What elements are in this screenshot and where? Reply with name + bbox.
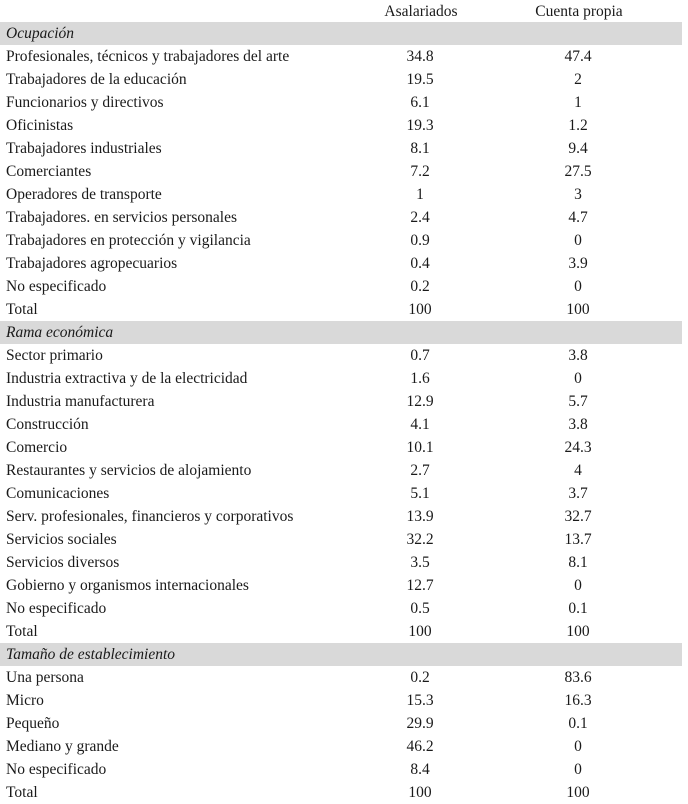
total-row (0, 298, 688, 321)
total-row (0, 781, 688, 804)
row-label: Restaurantes y servicios de alojamiento (6, 462, 252, 479)
table-row (0, 712, 688, 735)
cuenta-propia-value: 16.3 (564, 692, 592, 709)
asalariados-value: 12.7 (406, 577, 434, 594)
asalariados-value: 46.2 (406, 738, 434, 755)
row-label: Comunicaciones (6, 485, 110, 502)
row-label: Construcción (6, 416, 89, 433)
asalariados-value: 29.9 (406, 715, 434, 732)
table-row (0, 666, 688, 689)
table-row (0, 390, 688, 413)
row-label: Micro (6, 692, 44, 709)
row-label: Pequeño (6, 715, 60, 732)
row-label: Operadores de transporte (6, 186, 162, 203)
table-row (0, 45, 688, 68)
table-row (0, 505, 688, 528)
row-label: Trabajadores agropecuarios (6, 255, 178, 272)
asalariados-value: 32.2 (406, 531, 434, 548)
total-row (0, 620, 688, 643)
asalariados-value: 13.9 (406, 508, 434, 525)
cuenta-propia-value: 0 (574, 278, 582, 295)
asalariados-value: 0.9 (410, 232, 430, 249)
row-label: Mediano y grande (6, 738, 119, 755)
asalariados-value: 15.3 (406, 692, 434, 709)
asalariados-value: 2.4 (410, 209, 430, 226)
section-header (0, 321, 682, 344)
cuenta-propia-value: 3.8 (568, 416, 588, 433)
row-label: Una persona (6, 669, 84, 686)
asalariados-value: 0.2 (410, 278, 430, 295)
table-row (0, 275, 688, 298)
table-row (0, 689, 688, 712)
section-title: Ocupación (6, 25, 75, 42)
cuenta-propia-value: 100 (566, 301, 590, 318)
table-row (0, 482, 688, 505)
table-row (0, 413, 688, 436)
row-label: Trabajadores. en servicios personales (6, 209, 238, 226)
column-header-row (0, 2, 688, 22)
asalariados-value: 1.6 (410, 370, 430, 387)
cuenta-propia-value: 4.7 (568, 209, 588, 226)
asalariados-value: 8.4 (410, 761, 430, 778)
column-header-cuenta-propia: Cuenta propia (535, 3, 623, 20)
cuenta-propia-value: 100 (566, 784, 590, 801)
table-row (0, 252, 688, 275)
table-row (0, 459, 688, 482)
row-label: Industria extractiva y de la electricidad (6, 370, 248, 387)
row-label: Total (6, 784, 38, 801)
row-label: No especificado (6, 600, 107, 617)
asalariados-value: 100 (408, 301, 432, 318)
table-row (0, 229, 688, 252)
cuenta-propia-value: 13.7 (564, 531, 592, 548)
row-label: Trabajadores en protección y vigilancia (6, 232, 251, 249)
cuenta-propia-value: 3 (574, 186, 582, 203)
row-label: Oficinistas (6, 117, 74, 134)
cuenta-propia-value: 5.7 (568, 393, 588, 410)
cuenta-propia-value: 0 (574, 232, 582, 249)
asalariados-value: 0.4 (410, 255, 430, 272)
table-row (0, 183, 688, 206)
row-label: Sector primario (6, 347, 103, 364)
cuenta-propia-value: 0 (574, 370, 582, 387)
cuenta-propia-value: 0.1 (568, 600, 588, 617)
row-label: Profesionales, técnicos y trabajadores del arte (6, 48, 290, 65)
table-row (0, 436, 688, 459)
row-label: Trabajadores industriales (6, 140, 162, 157)
cuenta-propia-value: 8.1 (568, 554, 588, 571)
section-title: Rama económica (6, 324, 114, 341)
asalariados-value: 3.5 (410, 554, 430, 571)
asalariados-value: 19.5 (406, 71, 434, 88)
section-header (0, 643, 682, 666)
table-row (0, 528, 688, 551)
table-row (0, 574, 688, 597)
asalariados-value: 34.8 (406, 48, 434, 65)
table-row (0, 137, 688, 160)
row-label: No especificado (6, 761, 107, 778)
section-header (0, 22, 682, 45)
table-row (0, 367, 688, 390)
cuenta-propia-value: 47.4 (564, 48, 592, 65)
row-label: Funcionarios y directivos (6, 94, 164, 111)
asalariados-value: 1 (416, 186, 424, 203)
asalariados-value: 100 (408, 623, 432, 640)
section-title: Tamaño de establecimiento (6, 646, 176, 663)
row-label: Serv. profesionales, financieros y corporativos (6, 508, 294, 525)
cuenta-propia-value: 4 (574, 462, 582, 479)
cuenta-propia-value: 27.5 (564, 163, 592, 180)
row-label: Gobierno y organismos internacionales (6, 577, 249, 594)
asalariados-value: 0.7 (410, 347, 430, 364)
asalariados-value: 6.1 (410, 94, 430, 111)
cuenta-propia-value: 0 (574, 738, 582, 755)
table-row (0, 114, 688, 137)
asalariados-value: 10.1 (406, 439, 434, 456)
cuenta-propia-value: 0 (574, 761, 582, 778)
row-label: Comercio (6, 439, 68, 456)
row-label: Industria manufacturera (6, 393, 155, 410)
cuenta-propia-value: 1.2 (568, 117, 588, 134)
table-row (0, 597, 688, 620)
asalariados-value: 100 (408, 784, 432, 801)
cuenta-propia-value: 83.6 (564, 669, 592, 686)
asalariados-value: 0.5 (410, 600, 430, 617)
table-row (0, 735, 688, 758)
cuenta-propia-value: 32.7 (564, 508, 592, 525)
asalariados-value: 4.1 (410, 416, 430, 433)
cuenta-propia-value: 3.8 (568, 347, 588, 364)
cuenta-propia-value: 0 (574, 577, 582, 594)
cuenta-propia-value: 3.9 (568, 255, 588, 272)
data-table (0, 22, 688, 804)
table-row (0, 91, 688, 114)
table-row (0, 551, 688, 574)
asalariados-value: 0.2 (410, 669, 430, 686)
cuenta-propia-value: 2 (574, 71, 582, 88)
row-label: Trabajadores de la educación (6, 71, 187, 88)
cuenta-propia-value: 100 (566, 623, 590, 640)
row-label: Total (6, 623, 38, 640)
row-label: Servicios diversos (6, 554, 120, 571)
table-row (0, 160, 688, 183)
asalariados-value: 7.2 (410, 163, 430, 180)
table-row (0, 68, 688, 91)
asalariados-value: 19.3 (406, 117, 434, 134)
asalariados-value: 12.9 (406, 393, 434, 410)
cuenta-propia-value: 0.1 (568, 715, 588, 732)
table-row (0, 758, 688, 781)
row-label: Servicios sociales (6, 531, 117, 548)
row-label: No especificado (6, 278, 107, 295)
asalariados-value: 5.1 (410, 485, 430, 502)
row-label: Comerciantes (6, 163, 92, 180)
cuenta-propia-value: 9.4 (568, 140, 588, 157)
cuenta-propia-value: 3.7 (568, 485, 588, 502)
cuenta-propia-value: 24.3 (564, 439, 592, 456)
asalariados-value: 2.7 (410, 462, 430, 479)
table-row (0, 344, 688, 367)
column-header-asalariados: Asalariados (384, 3, 458, 20)
cuenta-propia-value: 1 (574, 94, 582, 111)
row-label: Total (6, 301, 38, 318)
asalariados-value: 8.1 (410, 140, 430, 157)
table-row (0, 206, 688, 229)
